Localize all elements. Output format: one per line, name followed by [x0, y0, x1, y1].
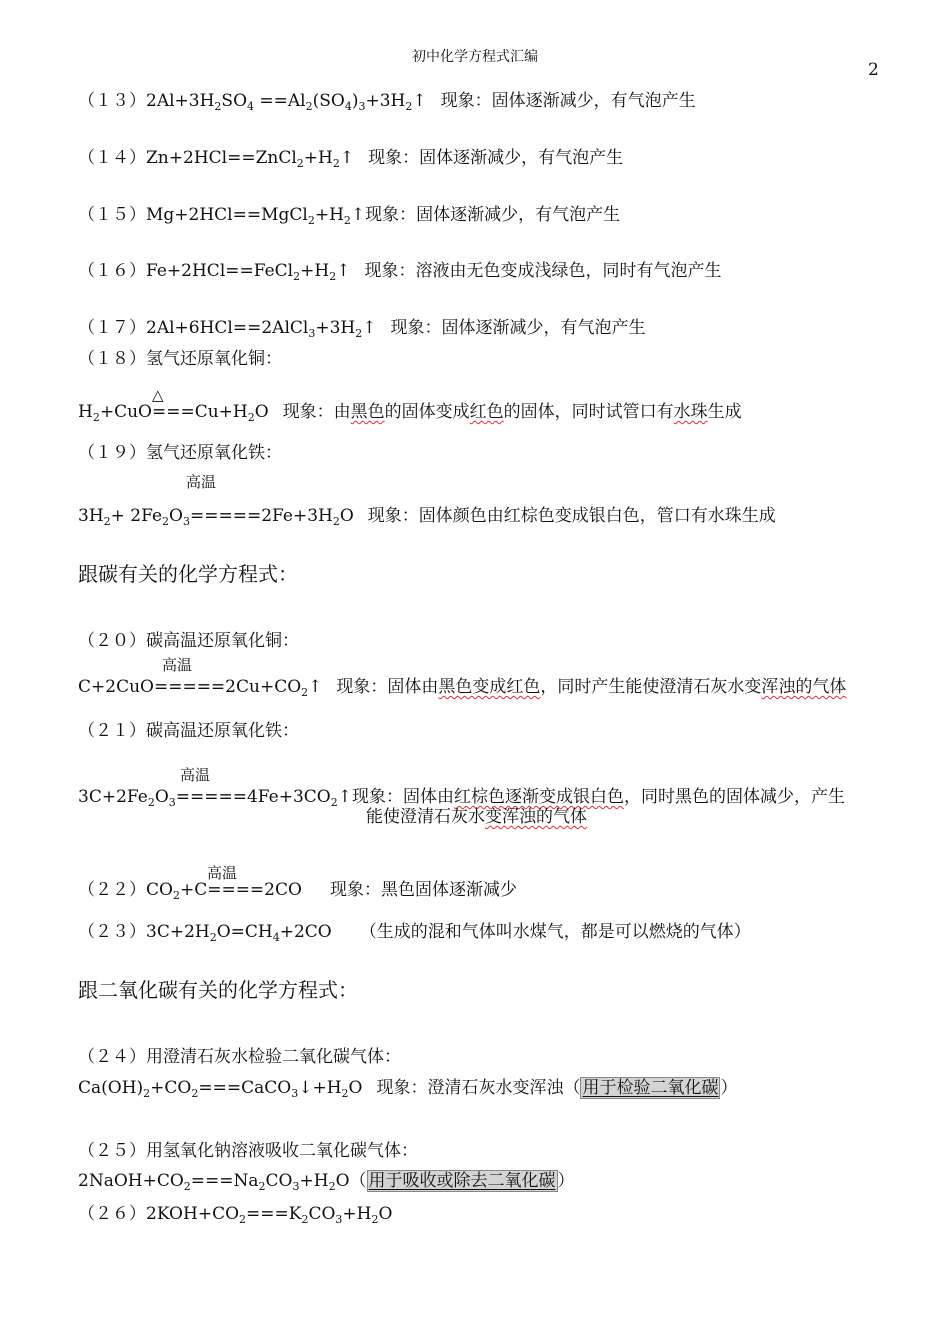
equation: $2Al+3H_2SO_4$ $==Al_2(SO_4)_3+3H_2↑$ — [146, 91, 427, 113]
equation: $Fe+2HCl==FeCl_2+H_2↑$ — [146, 261, 351, 283]
precipitate-arrow: ↓ — [298, 1078, 313, 1098]
equation: $3C+2Fe_2O_3=====4Fe+3CO_2↑$ — [78, 787, 352, 809]
reaction-number: （２６） — [78, 1204, 146, 1224]
reaction-number: （２２） — [78, 880, 146, 900]
reaction-condition: 高温 — [186, 473, 217, 491]
reaction-24 — [78, 1073, 737, 1098]
phenomenon: 现象：固体由红棕色逐渐变成银白色，同时黑色的固体减少，产生 — [351, 787, 845, 807]
reaction-number: （２３） — [78, 922, 146, 942]
equation: $3H_2+ 2Fe_2O_3=====2Fe+3H_2O$ — [78, 506, 354, 528]
reaction-number: （２１） — [78, 721, 146, 741]
reaction-number: （１８） — [78, 349, 146, 369]
reaction-title: 用澄清石灰水检验二氧化碳气体： — [146, 1047, 401, 1067]
reaction-17 — [78, 313, 645, 338]
gas-arrow: ↑ — [308, 677, 323, 697]
reaction-title: 碳高温还原氧化铁： — [146, 721, 299, 741]
reaction-title: 碳高温还原氧化铜： — [146, 631, 299, 651]
reaction-25: $2NaOH+CO_2===Na_2CO_3+H_2O$（ 用于吸收或除去二氧化碳 ） — [78, 1171, 575, 1193]
phenomenon: 现象：固体逐渐减少，有气泡产生 — [390, 318, 646, 338]
reaction-23 — [78, 917, 751, 942]
reaction-title: 氢气还原氧化铁： — [146, 443, 282, 463]
gas-arrow: ↑ — [337, 787, 352, 807]
reaction-number: （１４） — [78, 148, 146, 168]
reaction-18 — [78, 397, 742, 422]
equation: $CO_2+C====2CO$ — [146, 880, 302, 902]
reaction-20 — [78, 672, 846, 697]
equation: $C+2CuO=====2Cu+CO_2↑$ — [78, 677, 323, 699]
reaction-18-title — [78, 344, 282, 369]
reaction-15 — [78, 200, 620, 225]
equation: $2NaOH+CO_2===Na_2CO_3+H_2O$（ — [78, 1171, 367, 1193]
reaction-13 — [78, 86, 696, 111]
reaction-25-title — [78, 1136, 418, 1161]
equation: $Zn+2HCl==ZnCl_2+H_2↑$ — [146, 148, 355, 170]
reaction-20-title — [78, 626, 299, 651]
reaction-14 — [78, 143, 623, 168]
phenomenon: 现象：固体颜色由红棕色变成银白色，管口有水珠生成 — [367, 506, 776, 526]
reaction-26 — [78, 1199, 392, 1224]
reaction-22 — [78, 875, 517, 900]
equation: $3C+2H_2O=CH_4+2CO$ — [146, 922, 332, 944]
equation: $Mg+2HCl==MgCl_2+H_2↑$ — [146, 205, 366, 227]
reaction-number: （１６） — [78, 261, 146, 281]
equation: $2Al+6HCl==2AlCl_3+3H_2↑$ — [146, 318, 377, 340]
highlight-note: 用于检验二氧化碳 — [582, 1078, 719, 1098]
reaction-number: （１３） — [78, 91, 146, 111]
phenomenon: 现象：由黑色的固体变成红色的固体，同时试管口有水珠生成 — [282, 402, 742, 422]
reaction-condition: 高温 — [180, 766, 211, 784]
reaction-number: （１７） — [78, 318, 146, 338]
section-heading-carbon: 跟碳有关的化学方程式： — [78, 562, 298, 586]
reaction-21-title — [78, 716, 299, 741]
reaction-19 — [78, 501, 776, 526]
phenomenon: 现象：固体逐渐减少，有气泡产生 — [440, 91, 696, 111]
reaction-number: （１９） — [78, 443, 146, 463]
reaction-condition: 高温 — [207, 864, 238, 882]
reaction-condition: 高温 — [162, 656, 193, 674]
heat-condition-symbol: △ — [152, 386, 164, 404]
gas-arrow: ↑ — [336, 261, 351, 281]
section-heading-co2: 跟二氧化碳有关的化学方程式： — [78, 978, 358, 1002]
reaction-title: 用氢氧化钠溶液吸收二氧化碳气体： — [146, 1141, 418, 1161]
phenomenon: 现象：固体由黑色变成红色，同时产生能使澄清石灰水变浑浊的气体 — [336, 677, 847, 697]
phenomenon: 现象：溶液由无色变成浅绿色，同时有气泡产生 — [364, 261, 722, 281]
reaction-note: （生成的混和气体叫水煤气，都是可以燃烧的气体） — [359, 922, 751, 942]
phenomenon: 现象：固体逐渐减少，有气泡产生 — [365, 205, 621, 225]
reaction-number: （２０） — [78, 631, 146, 651]
equation: $H_2+CuO===Cu+H_2O$ — [78, 402, 269, 424]
gas-arrow: ↑ — [412, 91, 427, 111]
reaction-number: （２５） — [78, 1141, 146, 1161]
equation: $2KOH+CO_2===K_2CO_3+H_2O$ — [146, 1204, 393, 1226]
reaction-16 — [78, 256, 721, 281]
highlight-note: 用于吸收或除去二氧化碳 — [368, 1171, 556, 1191]
equation: $Ca(OH)_2+CO_2===CaCO_3↓+H_2O$ — [78, 1078, 363, 1100]
reaction-title: 氢气还原氧化铜： — [146, 349, 282, 369]
reaction-19-title — [78, 438, 282, 463]
phenomenon: 现象：固体逐渐减少，有气泡产生 — [368, 148, 624, 168]
reaction-number: （１５） — [78, 205, 146, 225]
page-number: 2 — [868, 60, 879, 80]
reaction-21-phenomenon-continued: 能使澄清石灰水变浑浊的气体 — [366, 807, 587, 827]
gas-arrow: ↑ — [350, 205, 366, 225]
reaction-number: （２４） — [78, 1047, 146, 1067]
gas-arrow: ↑ — [339, 148, 355, 168]
phenomenon: 现象：澄清石灰水变浑浊（ 用于检验二氧化碳 ） — [376, 1078, 738, 1098]
page-header: 初中化学方程式汇编 — [412, 49, 538, 65]
phenomenon: 现象：黑色固体逐渐减少 — [329, 880, 517, 900]
gas-arrow: ↑ — [362, 318, 377, 338]
reaction-24-title — [78, 1042, 401, 1067]
